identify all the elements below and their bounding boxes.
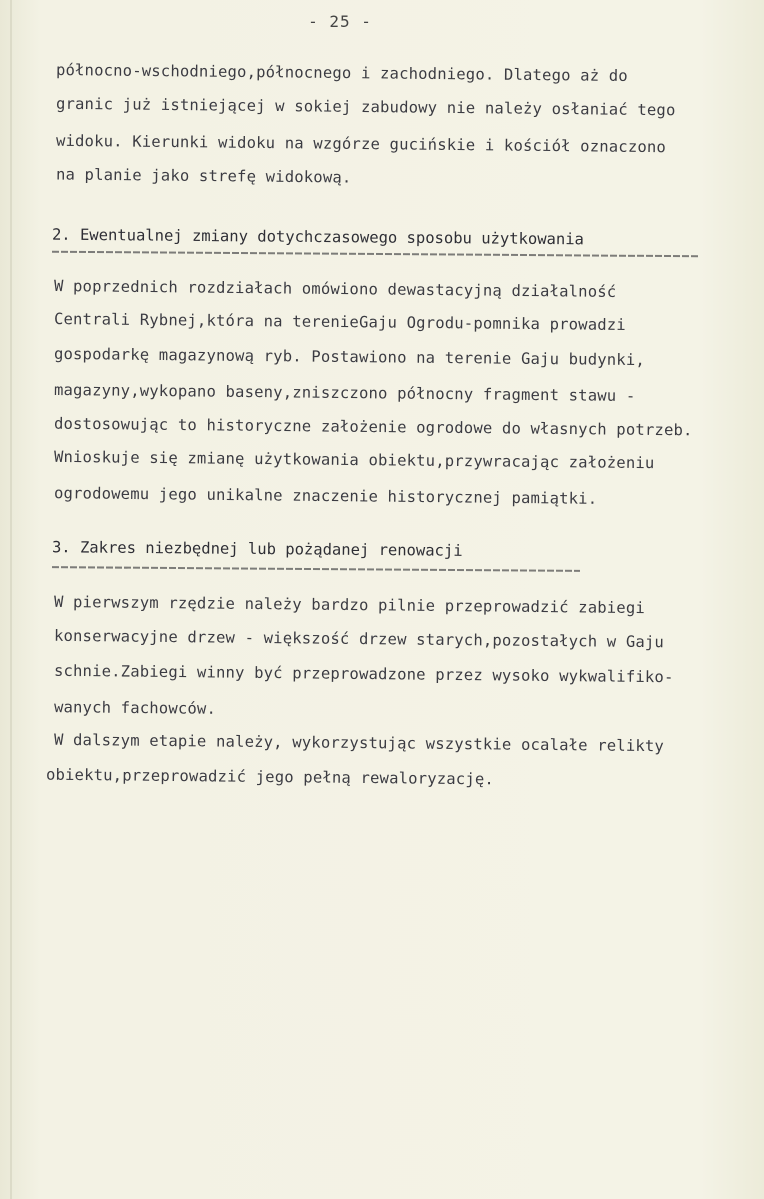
section-3-line-5: W dalszym etapie należy, wykorzystując wszystkie ocalałe relikty: [53, 730, 665, 756]
section-3-line-6: obiektu,przeprowadzić jego pełną rewaloryzację.: [45, 765, 495, 789]
section-2-line-4: magazyny,wykopano baseny,zniszczono północny fragment stawu -: [53, 380, 636, 406]
intro-line-2: granic już istniejącej w sokiej zabudowy nie należy osłaniać tego: [55, 94, 676, 120]
section-2-line-7: ogrodowemu jego unikalne znaczenie historycznej pamiątki.: [53, 484, 598, 508]
section-2-line-3: gospodarkę magazynową ryb. Postawiono na terenie Gaju budynki,: [53, 344, 646, 370]
section-3-line-1: W pierwszym rzędzie należy bardzo pilnie przeprowadzić zabiegi: [53, 592, 646, 618]
section-3-line-4: wanych fachowców.: [53, 698, 217, 718]
section-2-line-6: Wnioskuje się zmianę użytkowania obiektu,przywracając założeniu: [53, 447, 655, 473]
intro-line-1: północno-wschodniego,północnego i zachodniego. Dlatego aż do: [55, 61, 629, 85]
section-2-title: 2. Ewentualnej zmiany dotychczasowego sposobu użytkowania: [51, 225, 584, 249]
intro-line-4: na planie jako strefę widokową.: [55, 165, 352, 187]
section-3-line-2: konserwacyjne drzew - większość drzew starych,pozostałych w Gaju: [53, 626, 665, 652]
section-3-title: 3. Zakres niezbędnej lub pożądanej renowacji: [51, 538, 463, 560]
section-2-line-1: W poprzednich rozdziałach omówiono dewastacyjną działalność: [53, 277, 617, 301]
section-2-underline: [52, 251, 700, 258]
section-3-underline: [52, 566, 580, 572]
page-number: - 25 -: [308, 12, 372, 31]
section-2-line-2: Centrali Rybnej,która na terenieGaju Ogrodu-pomnika prowadzi: [53, 310, 627, 334]
section-3-line-3: schnie.Zabiegi winny być przeprowadzone przez wysoko wykwalifiko-: [53, 661, 674, 687]
intro-line-3: widoku. Kierunki widoku na wzgórze gucińskie i kościół oznaczono: [55, 131, 667, 157]
page-fold-shadow: [10, 0, 12, 1199]
section-2-line-5: dostosowując to historyczne założenie ogrodowe do własnych potrzeb.: [53, 414, 693, 440]
